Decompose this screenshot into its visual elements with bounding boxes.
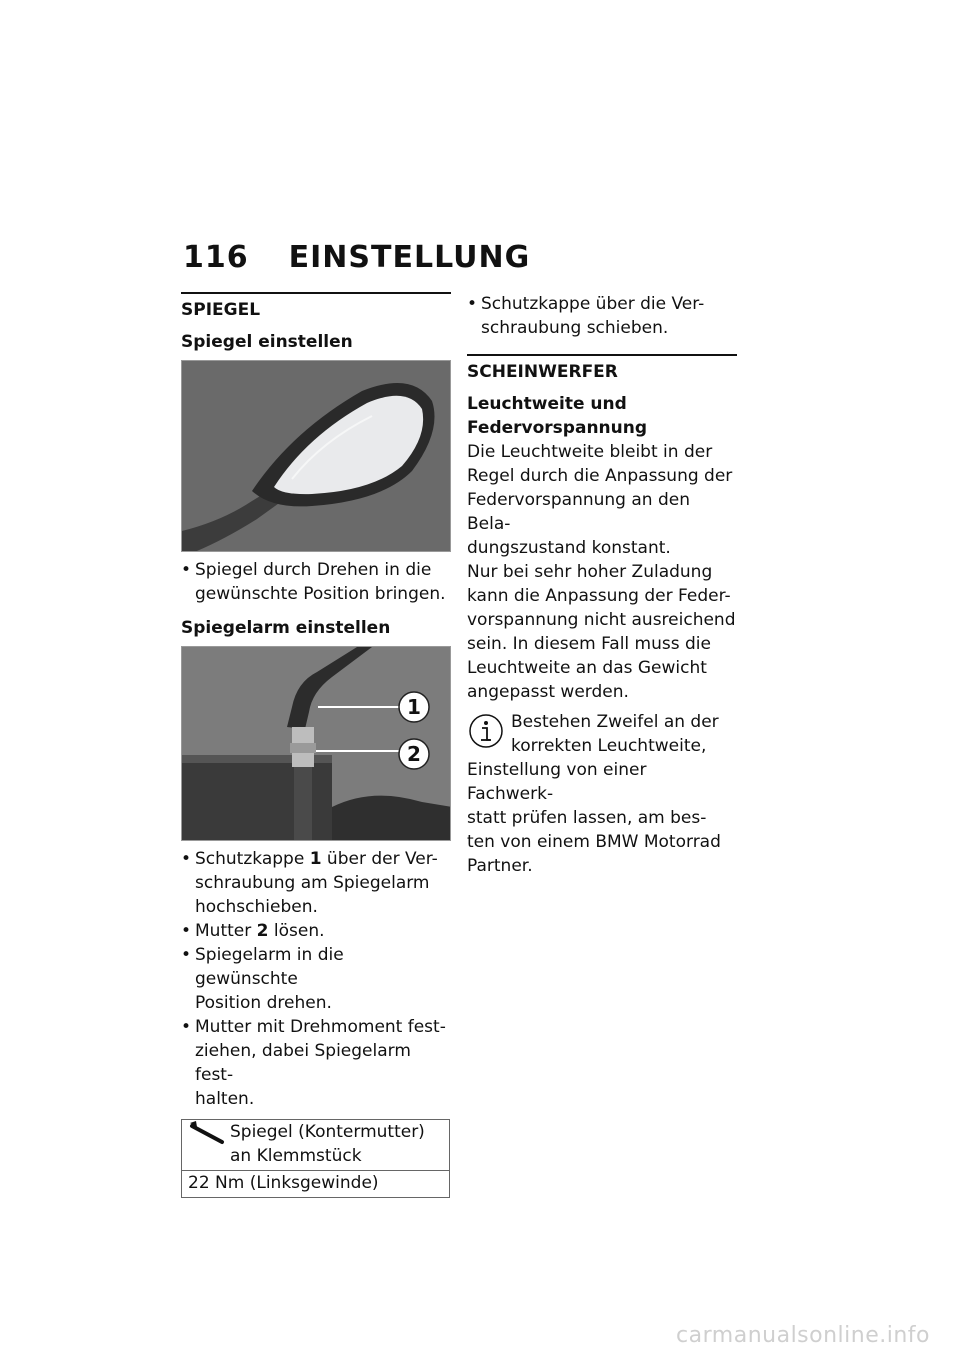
table-row [182, 1120, 450, 1171]
bullet-list-mirror-arm [181, 847, 451, 1111]
mirror-arm-photo [181, 646, 451, 841]
watermark: carmanualsonline.info [676, 1323, 930, 1348]
note-line: korrekten Leuchtweite, [511, 736, 707, 756]
text-line: Nur bei sehr hoher Zuladung [467, 562, 713, 582]
left-column [181, 292, 451, 1198]
table-row [182, 1171, 450, 1198]
list-item [181, 558, 451, 606]
page-header [183, 240, 530, 275]
section-divider [181, 292, 451, 294]
bullet-line: halten. [195, 1089, 255, 1109]
section-title-spiegel: SPIEGEL [181, 300, 261, 320]
subheading-spiegelarm-einstellen: Spiegelarm einstellen [181, 618, 391, 638]
mirror-photo [181, 360, 451, 552]
mirror-arm-illustration [182, 647, 451, 841]
spec-value: 22 Nm (Linksgewinde) [182, 1171, 450, 1198]
bullet-line: schraubung schieben. [481, 318, 669, 338]
list-item [467, 292, 737, 340]
text-line: dungszustand konstant. [467, 538, 671, 558]
bullet-line: Spiegel durch Drehen in die [195, 560, 432, 580]
subheading-line: Federvorspannung [467, 418, 648, 438]
bullet-line: Schutzkappe über die Ver- [481, 294, 705, 314]
list-item [181, 847, 451, 919]
ref-number: 1 [309, 849, 322, 869]
torque-spec-table [181, 1119, 450, 1198]
bullet-line: ziehen, dabei Spiegelarm fest- [195, 1041, 411, 1085]
bullet-text: Mutter [195, 921, 257, 941]
info-note [467, 710, 737, 878]
spec-label [230, 1120, 425, 1168]
spec-label-line: Spiegel (Kontermutter) [230, 1122, 425, 1142]
text-line: kann die Anpassung der Feder- [467, 586, 731, 606]
subheading-line: Leuchtweite und [467, 394, 627, 414]
bullet-line: Position drehen. [195, 993, 332, 1013]
list-item [181, 919, 451, 943]
bullet-text: Spiegelarm in die gewünschte [195, 945, 344, 989]
text-line: angepasst werden. [467, 682, 629, 702]
note-line: Einstellung von einer Fachwerk- [467, 760, 647, 804]
text-line: Die Leuchtweite bleibt in der [467, 442, 713, 462]
note-line: Partner. [467, 856, 533, 876]
ref-number: 2 [256, 921, 269, 941]
bullet-text: Schutzkappe [195, 849, 310, 869]
list-item [181, 943, 451, 1015]
subheading-leuchtweite [467, 392, 737, 440]
bullet-line: hochschieben. [195, 897, 318, 917]
torque-wrench-icon [188, 1120, 230, 1153]
page-number: 116 [183, 240, 249, 275]
text-line: vorspannung nicht ausreichend [467, 610, 736, 630]
bullet-text: Mutter mit Drehmoment fest- [195, 1017, 446, 1037]
callout-1: 1 [407, 695, 421, 719]
bullet-text: lösen. [268, 921, 325, 941]
note-line: Bestehen Zweifel an der [511, 712, 719, 732]
info-icon [467, 712, 505, 750]
text-line: Federvorspannung an den Bela- [467, 490, 690, 534]
paragraph-leuchtweite [467, 440, 737, 560]
note-line: ten von einem BMW Motorrad [467, 832, 721, 852]
bullet-text: über der Ver- [321, 849, 438, 869]
bullet-list-cap [467, 292, 737, 340]
chapter-title: EINSTELLUNG [288, 240, 531, 275]
mirror-illustration [182, 361, 451, 552]
note-line: statt prüfen lassen, am bes- [467, 808, 707, 828]
callout-2: 2 [407, 742, 421, 766]
paragraph-zuladung [467, 560, 737, 704]
text-line: sein. In diesem Fall muss die [467, 634, 711, 654]
text-line: Leuchtweite an das Gewicht [467, 658, 707, 678]
bullet-list-mirror [181, 558, 451, 606]
spec-label-cell [182, 1120, 450, 1171]
section-title-scheinwerfer: SCHEINWERFER [467, 362, 618, 382]
bullet-line: schraubung am Spiegelarm [195, 873, 430, 893]
subheading-spiegel-einstellen: Spiegel einstellen [181, 332, 353, 352]
section-divider [467, 354, 737, 356]
spec-label-line: an Klemmstück [230, 1146, 362, 1166]
list-item [181, 1015, 451, 1111]
text-line: Regel durch die Anpassung der [467, 466, 733, 486]
right-column [467, 292, 737, 878]
bullet-line: gewünschte Position bringen. [195, 584, 446, 604]
